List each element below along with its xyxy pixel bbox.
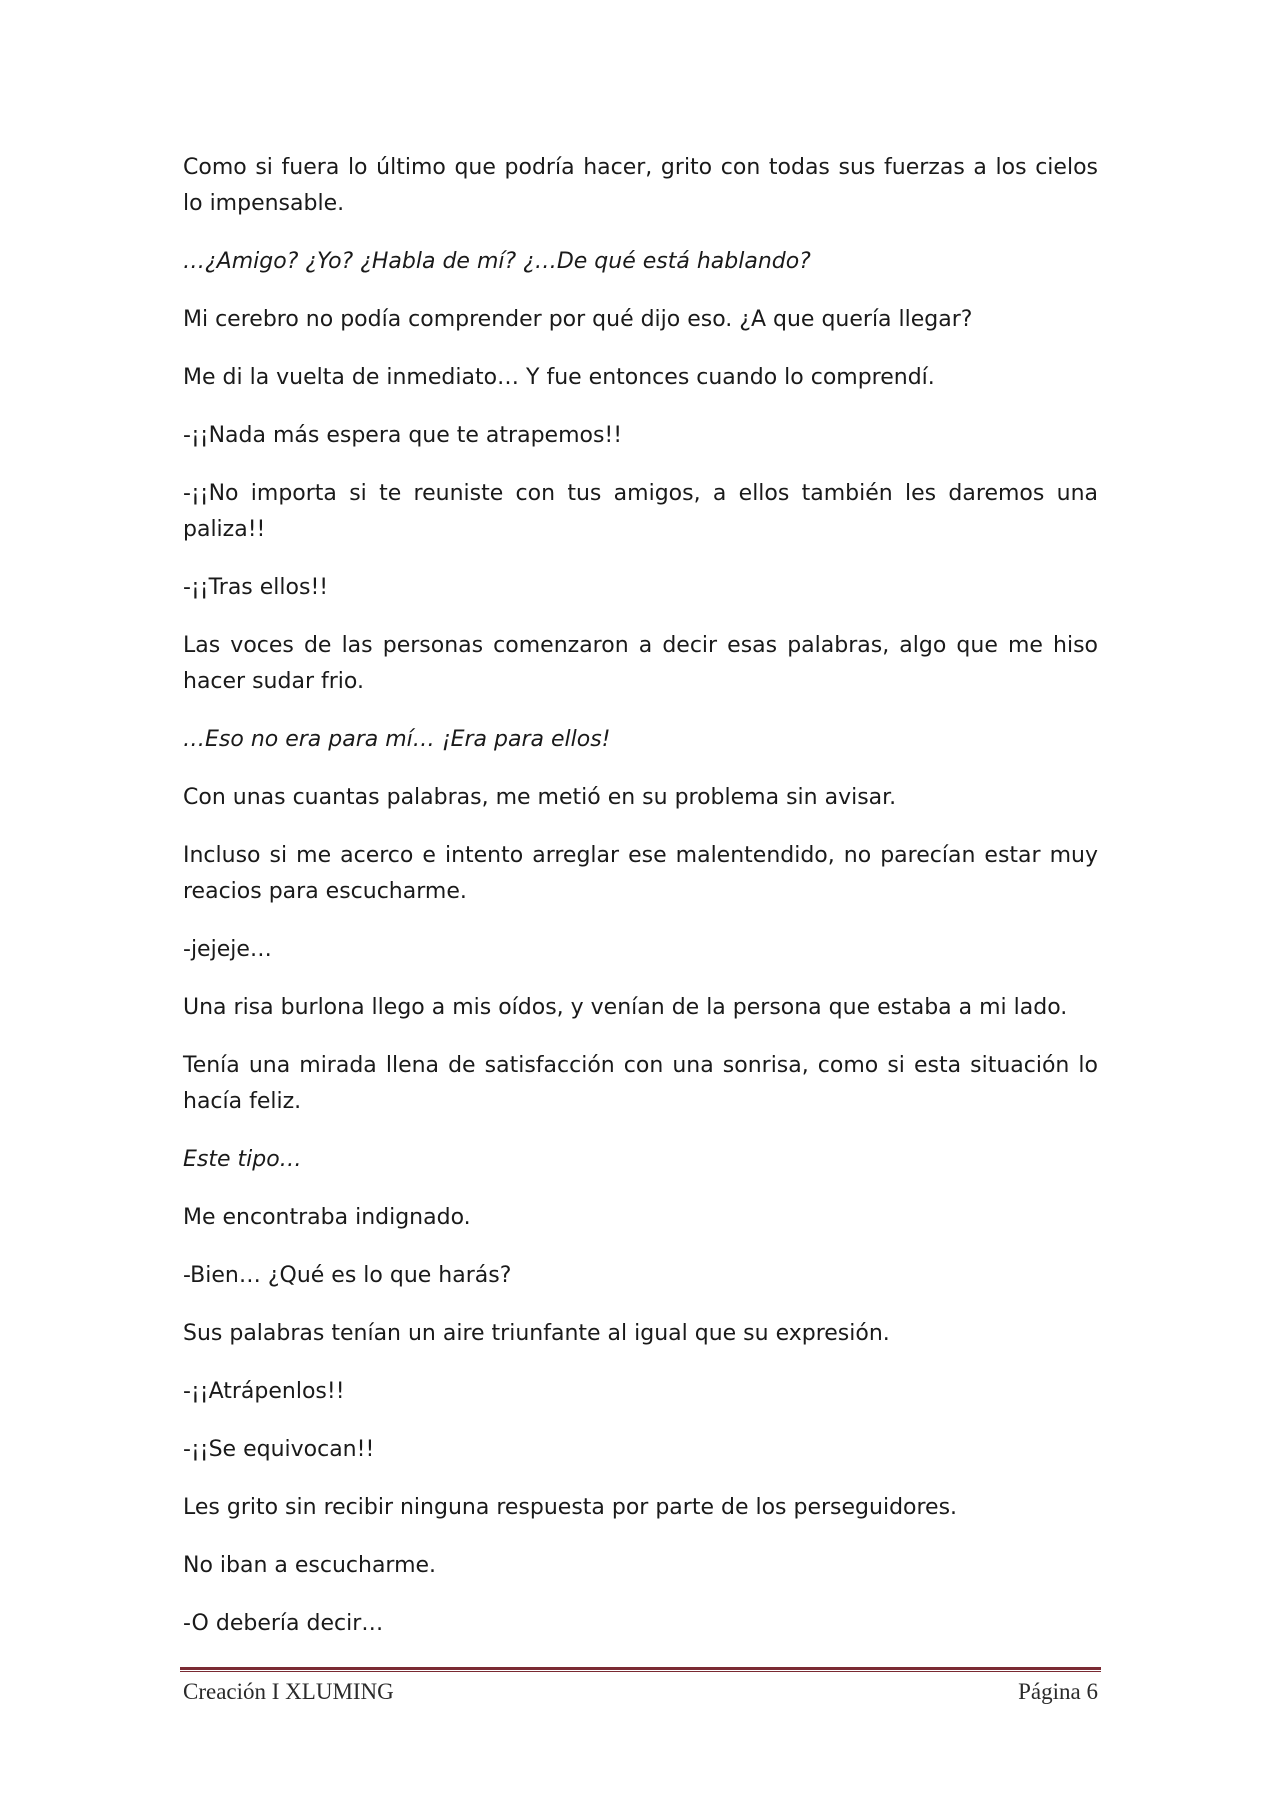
paragraph: -¡¡Se equivocan!! (183, 1437, 375, 1462)
paragraph: Las voces de las personas comenzaron a decir esas palabras, algo que me hiso hacer sudar frio. (183, 633, 1098, 694)
footer-divider (180, 1667, 1101, 1672)
paragraph: Mi cerebro no podía comprender por qué dijo eso. ¿A que quería llegar? (183, 307, 973, 332)
paragraph: Incluso si me acerco e intento arreglar ese malentendido, no parecían estar muy reacios para escucharme. (183, 843, 1098, 904)
paragraph: -O debería decir… (183, 1611, 384, 1636)
paragraph: -¡¡Atrápenlos!! (183, 1379, 345, 1404)
paragraph: Una risa burlona llego a mis oídos, y venían de la persona que estaba a mi lado. (183, 995, 1068, 1020)
paragraph: -jejeje… (183, 937, 272, 962)
paragraph: …Eso no era para mí… ¡Era para ellos! (183, 727, 611, 752)
paragraph: Me di la vuelta de inmediato… Y fue entonces cuando lo comprendí. (183, 365, 935, 390)
paragraph: Este tipo… (183, 1147, 302, 1172)
paragraph: Les grito sin recibir ninguna respuesta por parte de los perseguidores. (183, 1495, 958, 1520)
footer-author: Creación I XLUMING (183, 1679, 394, 1704)
paragraph: Tenía una mirada llena de satisfacción con una sonrisa, como si esta situación lo hacía feliz. (183, 1053, 1098, 1114)
paragraph: -¡¡Nada más espera que te atrapemos!! (183, 423, 623, 448)
paragraph: Con unas cuantas palabras, me metió en su problema sin avisar. (183, 785, 897, 810)
paragraph: Me encontraba indignado. (183, 1205, 471, 1230)
page-number: Página 6 (1018, 1679, 1098, 1704)
paragraph: -¡¡Tras ellos!! (183, 575, 329, 600)
paragraph: Como si fuera lo último que podría hacer, grito con todas sus fuerzas a los cielos lo impensable. (183, 155, 1098, 216)
paragraph: …¿Amigo? ¿Yo? ¿Habla de mí? ¿…De qué está hablando? (183, 249, 811, 274)
paragraph: Sus palabras tenían un aire triunfante al igual que su expresión. (183, 1321, 890, 1346)
paragraph: No iban a escucharme. (183, 1553, 437, 1578)
page-body (183, 150, 1098, 1664)
page-footer (183, 1679, 1098, 1705)
paragraph: -Bien… ¿Qué es lo que harás? (183, 1263, 512, 1288)
paragraph: -¡¡No importa si te reuniste con tus amigos, a ellos también les daremos una paliza!! (183, 481, 1098, 542)
